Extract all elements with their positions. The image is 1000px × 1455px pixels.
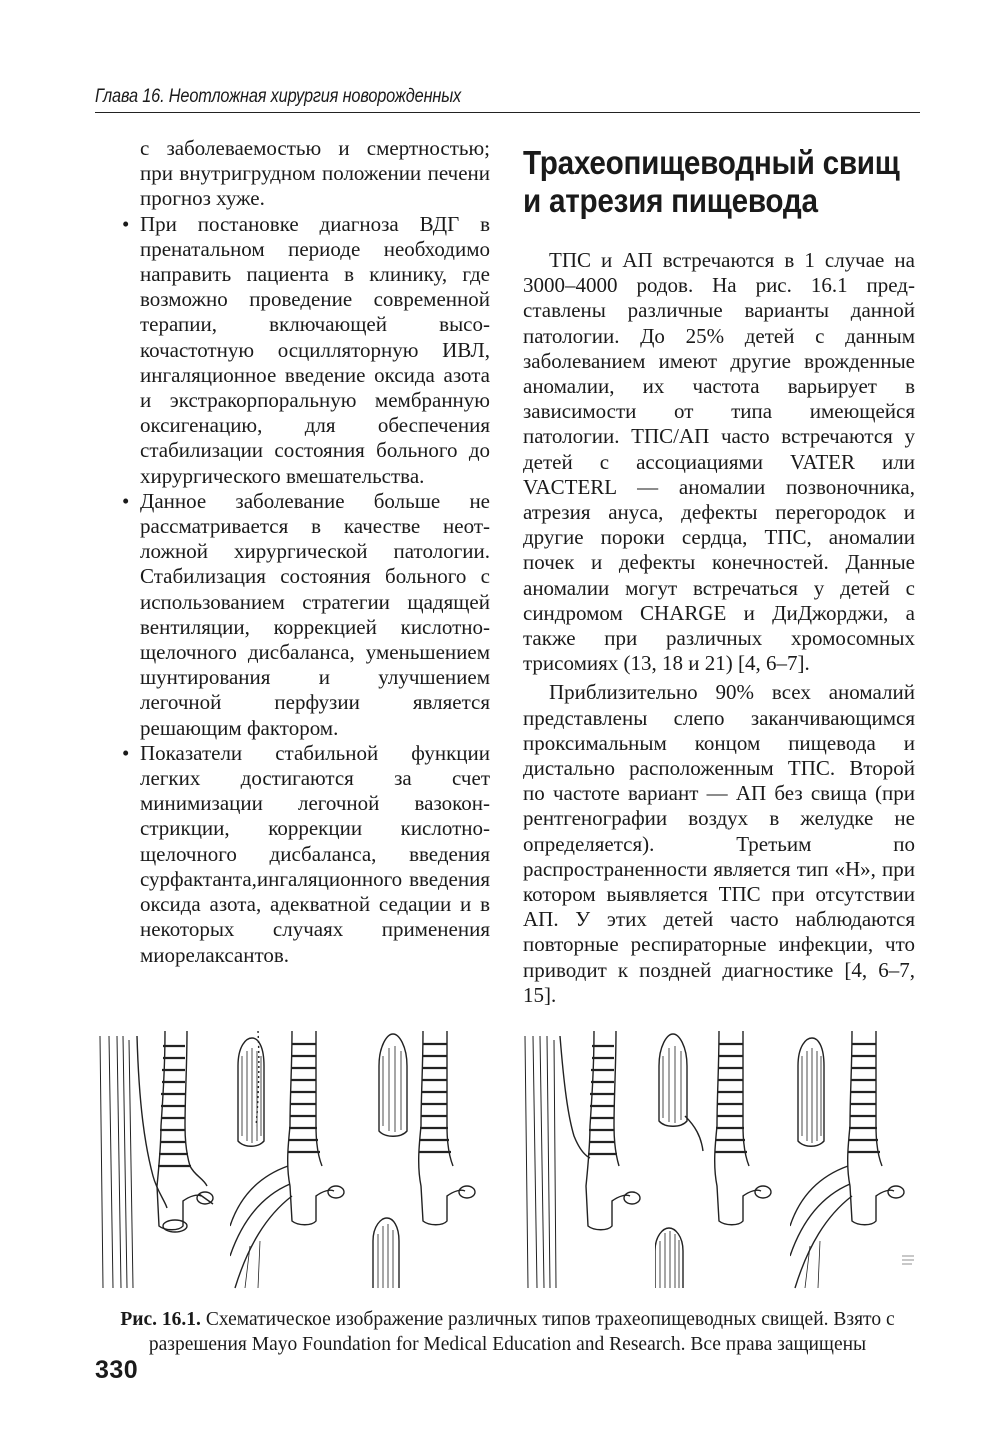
title-spacer (523, 220, 915, 248)
right-column (523, 136, 915, 1008)
figure-caption-label: Рис. 16.1. (120, 1309, 201, 1330)
bullet-item: • При постановке диагноза ВДГ в пренатальном периоде необходимо направить пациента в клинику, где возможно проведение современной терапии, включающей высокочастотную осцилляторную ИВЛ, ингаляционное введение оксида азота и экстракорпоральную мембранную оксигенацию, для обеспечения стабилизации состояния больного до хирургического вмешательства. (120, 212, 490, 489)
header-rule (95, 112, 920, 113)
bullet-item: • Данное заболевание больше не рассматривается в качестве неотложной хирургической патологии. Стабилизация состояния больного с использованием стратегии щадящей вентиляции, коррекцией кислотно-щелочного дисбаланса, уменьшением шунтирования и улучшением легочной перфузии является решающим фактором. (120, 489, 490, 741)
tef-type-panel-2 (230, 1026, 355, 1291)
paragraph: ТПС и АП встречаются в 1 случае на 3000–4000 родов. На рис. 16.1 представлены различные варианты данной патологии. До 25% детей с данным заболеванием имеют другие врожденные аномалии, их частота варьирует в зависимости от типа имеющейся патологии. ТПС/АП часто встречаются у детей с ассоциациями VATER или VACTERL — аномалии позвоночника, атрезия ануса, дефекты перегородок и другие пороки сердца, ТПС, аномалии почек и дефекты конечностей. Данные аномалии могут встречаться у детей с синдромом CHARGE и ДиДжорджи, а также при различных хромосомных трисомиях (13, 18 и 21) [4, 6–7]. (523, 248, 915, 676)
figure-caption (95, 1307, 920, 1357)
section-title: Трахеопищеводный свищ и атрезия пищевода (523, 144, 900, 219)
tef-type-panel-3 (365, 1026, 490, 1291)
paragraph: Приблизительно 90% всех аномалий представлены слепо заканчивающимся проксимальным концом пищевода и дистально расположенным ТПС. Второй по частоте вариант — АП без свища (при рентгенографии воздух в желудке не определяется). Третьим по распространенности является тип «Н», при котором выявляется ТПС при отсутствии АП. У этих детей часто наблюдаются повторные респираторные инфекции, что приводит к поздней диагностике [4, 6–7, 15]. (523, 680, 915, 1007)
page-number: 330 (95, 1356, 139, 1384)
tef-type-panel-1 (95, 1026, 220, 1291)
left-column (120, 136, 490, 968)
tef-type-panel-4 (520, 1026, 645, 1291)
tef-type-panel-6 (790, 1026, 915, 1291)
tef-type-panel-5 (655, 1026, 780, 1291)
figure-caption-text: Схематическое изображение различных типов трахеопищеводных свищей. Взято с разрешения Mayo Foundation for Medical Education and Research. Все права защищены (148, 1309, 895, 1355)
paragraph-continuation: с заболеваемостью и смертностью; при внутригрудном положении печени прогноз хуже. (140, 136, 490, 211)
running-head: Глава 16. Неотложная хирургия новорожденных (95, 86, 462, 107)
bullet-item: • Показатели стабильной функции легких достигаются за счет минимизации легочной вазоконстрикции, коррекции кислотнощелочного дисбаланса, введения сурфактанта,ингаляционного введения оксида азота, адекватной седации и в некоторых случаях применения миорелаксантов. (120, 741, 490, 968)
figure-illustration (95, 1026, 920, 1296)
